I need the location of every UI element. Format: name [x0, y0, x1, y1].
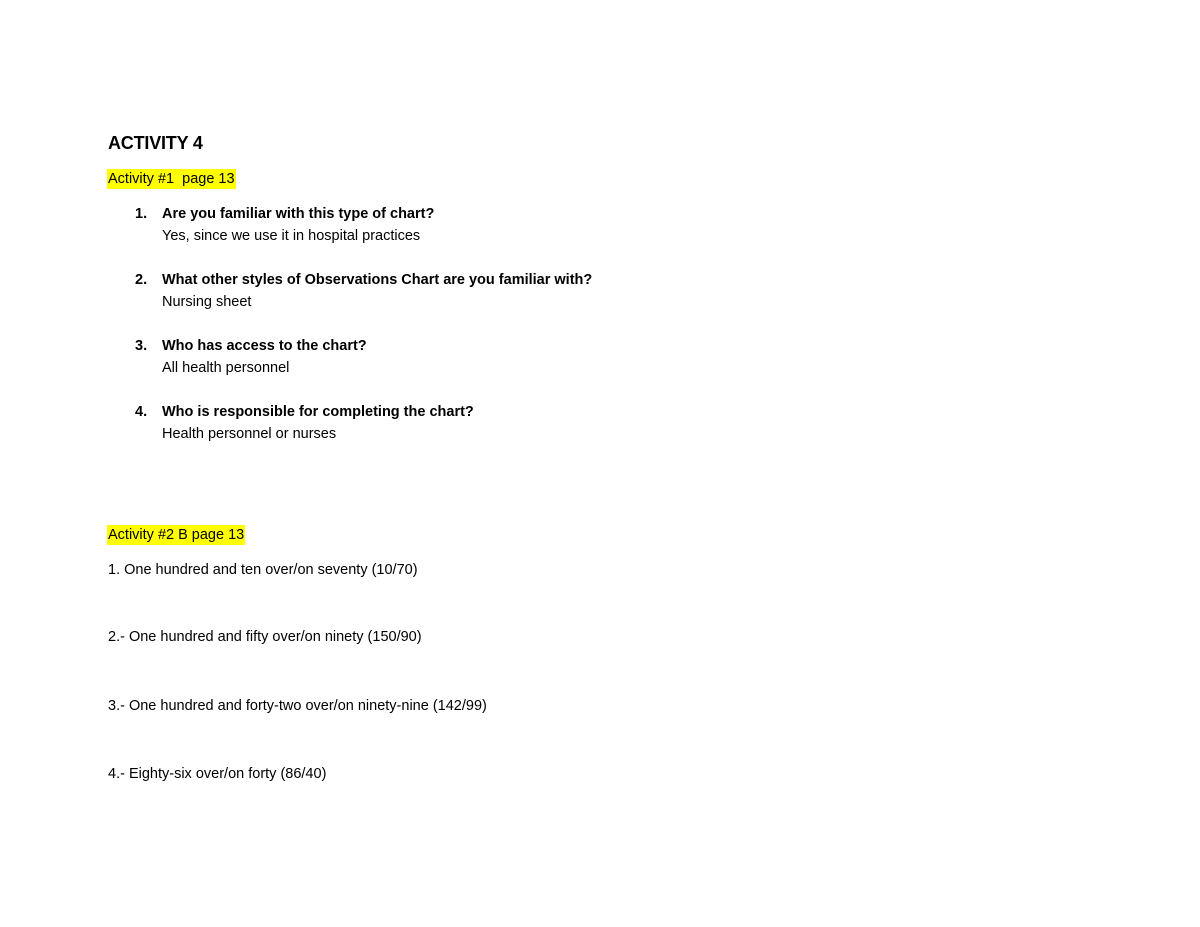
answer-text: All health personnel [162, 360, 290, 376]
blood-pressure-line: 1. One hundred and ten over/on seventy (10/70) [108, 562, 418, 578]
section-heading-activity-1: Activity #1 page 13 [108, 171, 235, 187]
answer-text: Health personnel or nurses [162, 426, 337, 442]
question-text: Who is responsible for completing the chart? [162, 404, 474, 420]
blood-pressure-line: 4.- Eighty-six over/on forty (86/40) [108, 766, 327, 782]
question-item [135, 270, 835, 336]
question-text: Are you familiar with this type of chart? [162, 206, 435, 222]
question-text: What other styles of Observations Chart are you familiar with? [162, 272, 593, 288]
question-number: 2. [135, 272, 148, 288]
question-number: 4. [135, 404, 148, 420]
question-item [135, 204, 835, 270]
question-number: 3. [135, 338, 148, 354]
question-item [135, 336, 835, 402]
document-title: ACTIVITY 4 [108, 133, 203, 153]
answer-text: Yes, since we use it in hospital practices [162, 228, 421, 244]
answer-text: Nursing sheet [162, 294, 252, 310]
blood-pressure-line: 3.- One hundred and forty-two over/on ninety-nine (142/99) [108, 698, 487, 714]
question-list [135, 204, 835, 468]
question-number: 1. [135, 206, 148, 222]
question-text: Who has access to the chart? [162, 338, 367, 354]
section-heading-activity-2: Activity #2 B page 13 [108, 527, 245, 543]
question-item [135, 402, 835, 468]
blood-pressure-line: 2.- One hundred and fifty over/on ninety (150/90) [108, 629, 422, 645]
